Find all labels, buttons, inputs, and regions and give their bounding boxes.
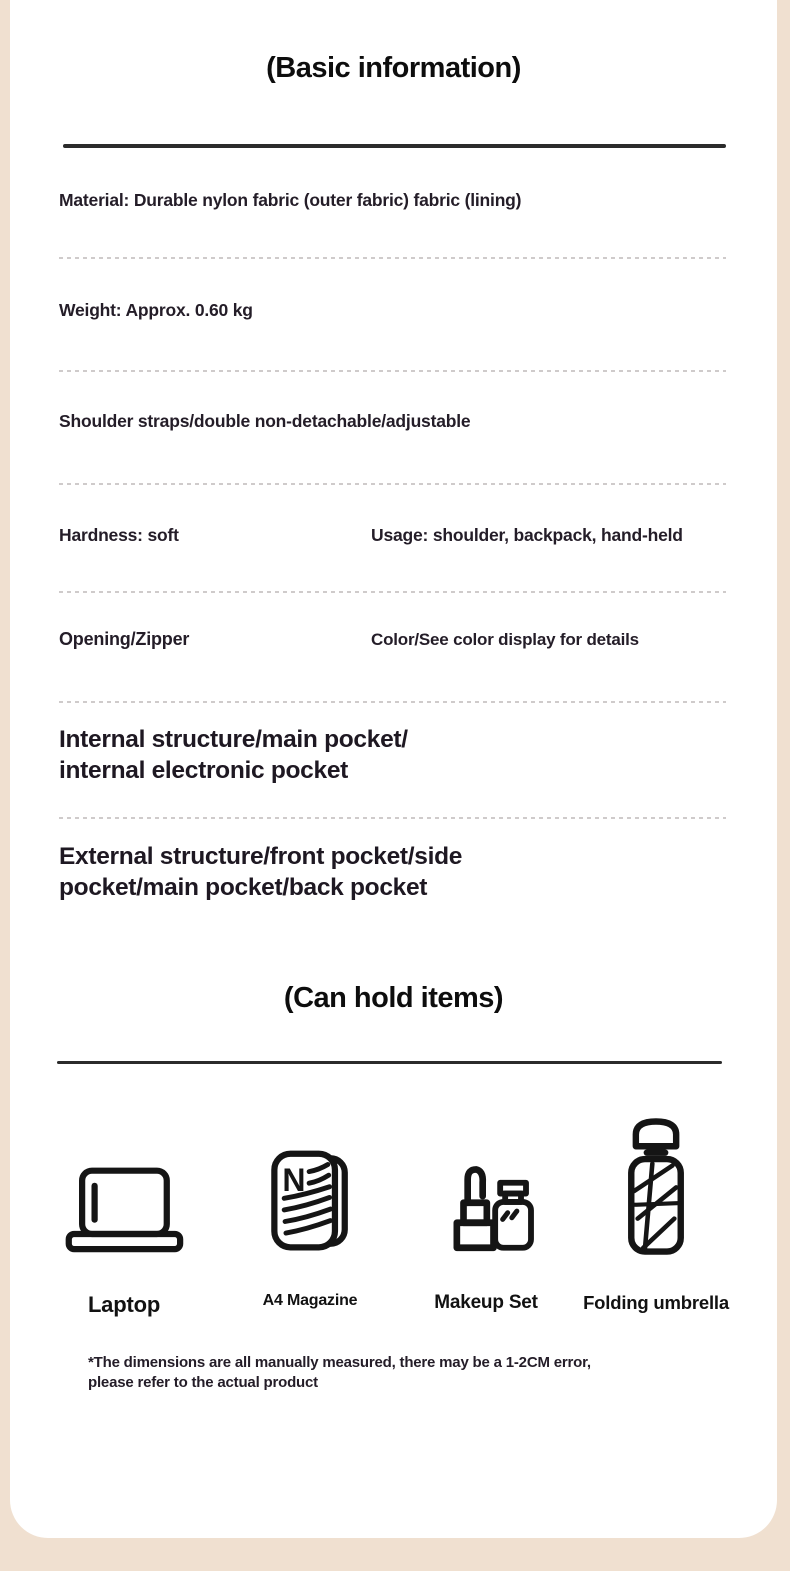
laptop-icon [61, 1110, 187, 1258]
section-divider [57, 1061, 722, 1064]
item-laptop [40, 1110, 208, 1318]
color-label: Color/See color display for details [371, 630, 639, 649]
makeup-icon [436, 1110, 536, 1258]
external-structure-text [59, 841, 462, 903]
opening-label: Opening/Zipper [59, 629, 190, 649]
item-makeup [416, 1110, 556, 1314]
item-umbrella [583, 1110, 729, 1314]
disclaimer-line1: *The dimensions are all manually measured, there may be a 1-2CM error, [88, 1354, 591, 1371]
laptop-label: Laptop [87, 1292, 161, 1317]
dotted-divider [59, 817, 726, 819]
internal-structure-text [59, 724, 408, 786]
disclaimer-line2: please refer to the actual product [88, 1374, 318, 1391]
svg-text:N: N [282, 1162, 306, 1199]
usage-label: Usage: shoulder, backpack, hand-held [371, 525, 683, 545]
makeup-label: Makeup Set [434, 1292, 538, 1313]
weight-row: Weight: Approx. 0.60 kg [59, 300, 253, 320]
dotted-divider [59, 483, 726, 485]
measurement-disclaimer [88, 1353, 708, 1393]
umbrella-label: Folding umbrella [583, 1292, 729, 1313]
can-hold-items-row [10, 1110, 777, 1340]
dotted-divider [59, 701, 726, 703]
internal-structure-line2: internal electronic pocket [59, 757, 349, 784]
shoulder-straps-row: Shoulder straps/double non-detachable/adjustable [59, 411, 471, 431]
dotted-divider [59, 591, 726, 593]
dotted-divider [59, 257, 726, 259]
external-structure-line2: pocket/main pocket/back pocket [59, 874, 428, 901]
info-card [10, 0, 777, 1538]
internal-structure-line1: Internal structure/main pocket/ [59, 726, 408, 753]
hardness-label: Hardness: soft [59, 525, 179, 545]
can-hold-items-title: (Can hold items) [283, 982, 504, 1014]
basic-information-title: (Basic information) [266, 52, 521, 84]
magazine-icon [261, 1110, 359, 1258]
item-magazine [240, 1110, 380, 1310]
external-structure-line1: External structure/front pocket/side [59, 843, 463, 870]
material-row: Material: Durable nylon fabric (outer fabric) fabric (lining) [59, 190, 522, 210]
section-divider [63, 144, 726, 148]
umbrella-icon [619, 1110, 693, 1258]
magazine-label: A4 Magazine [262, 1292, 358, 1309]
dotted-divider [59, 370, 726, 372]
